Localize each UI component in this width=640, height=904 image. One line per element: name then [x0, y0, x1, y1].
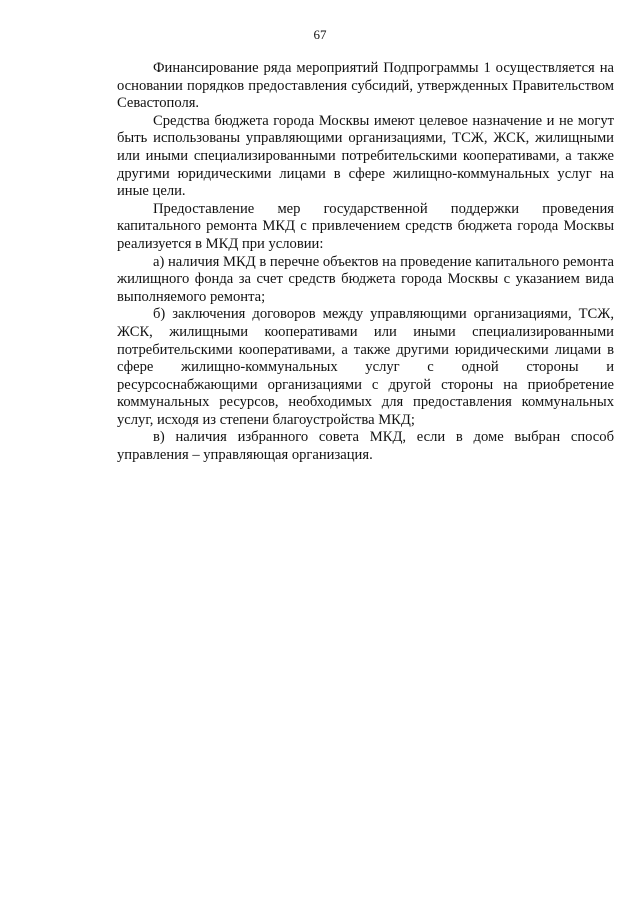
list-item-a: а) наличия МКД в перечне объектов на проведение капитального ремонта жилищного фонда за счет средств бюджета города Москвы с указанием вида выполняемого ремонта; — [117, 253, 614, 305]
document-body — [117, 60, 614, 465]
list-item-v: в) наличия избранного совета МКД, если в доме выбран способ управления – управляющая организация. — [117, 429, 614, 464]
paragraph-financing: Финансирование ряда мероприятий Подпрограммы 1 осуществляется на основании порядков предоставления субсидий, утвержденных Правительством Севастополя. — [117, 60, 614, 112]
paragraph-support-conditions: Предоставление мер государственной поддержки проведения капитального ремонта МКД с привлечением средств бюджета города Москвы реализуется в МКД при условии: — [117, 200, 614, 252]
list-item-b: б) заключения договоров между управляющими организациями, ТСЖ, ЖСК, жилищными кооперативами или иными специализированными потребительскими кооперативами, а также другими юридическими лицами в сфере жилищно-коммунальных услуг с одной стороны и ресурсоснабжающими организациями с другой стороны на приобретение коммунальных ресурсов, необходимых для предоставления коммунальных услуг, исходя из степени благоустройства МКД; — [117, 306, 614, 428]
paragraph-budget-purpose: Средства бюджета города Москвы имеют целевое назначение и не могут быть использованы управляющими организациями, ТСЖ, ЖСК, жилищными или иными специализированными потребительскими кооперативами, а также другими юридическими лицами в сфере жилищно-коммунальных услуг на иные цели. — [117, 112, 614, 200]
page-number: 67 — [313, 27, 327, 42]
